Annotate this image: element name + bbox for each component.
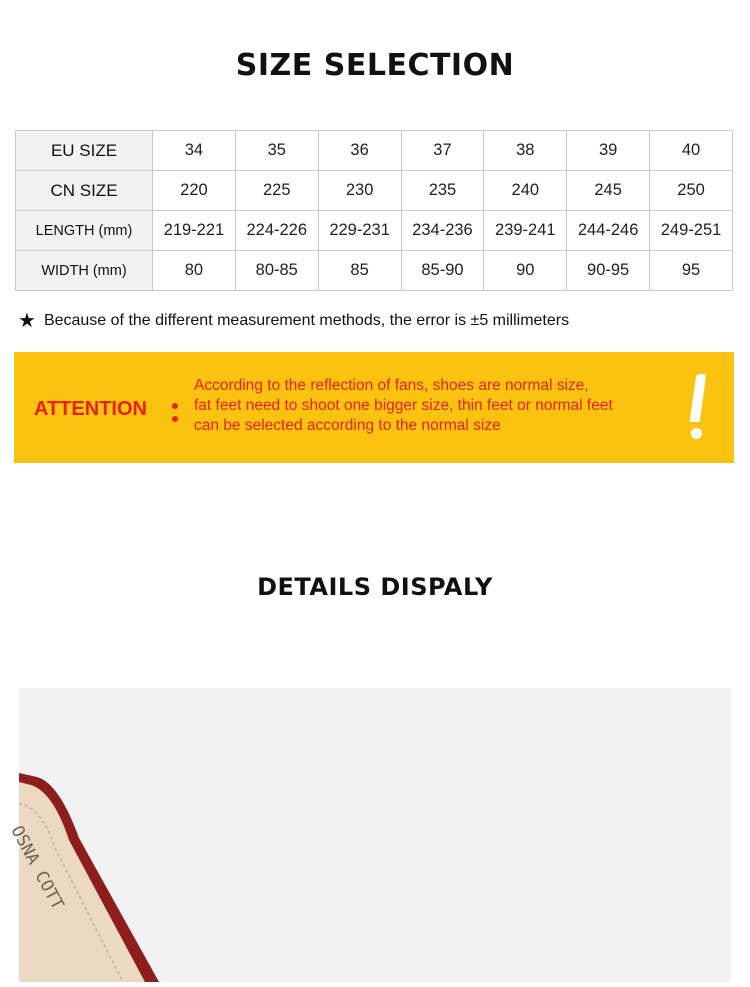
table-row [16,131,733,171]
row-header: LENGTH (mm) [16,211,153,251]
attention-line: can be selected according to the normal size [194,417,501,434]
details-title: DETAILS DISPALY [257,573,493,601]
table-cell: 85-90 [401,251,484,291]
size-table [15,130,733,291]
table-cell: 250 [650,171,733,211]
table-cell: 230 [318,171,401,211]
table-cell: 245 [567,171,650,211]
table-cell: 38 [484,131,567,171]
table-cell: 229-231 [318,211,401,251]
table-cell: 244-246 [567,211,650,251]
table-cell: 90 [484,251,567,291]
star-icon: ★ [18,310,36,332]
table-cell: 95 [650,251,733,291]
table-cell: 80-85 [235,251,318,291]
measurement-note [18,312,569,330]
table-cell: 234-236 [401,211,484,251]
attention-banner [14,352,734,463]
table-cell: 249-251 [650,211,733,251]
exclamation-icon [690,374,706,440]
colon-icon [172,399,178,423]
table-cell: 37 [401,131,484,171]
table-row [16,171,733,211]
attention-message [194,376,704,436]
table-row [16,211,733,251]
attention-line: According to the reflection of fans, shoes are normal size, [194,377,589,394]
table-cell: 40 [650,131,733,171]
table-cell: 39 [567,131,650,171]
table-cell: 225 [235,171,318,211]
table-cell: 85 [318,251,401,291]
shoe-insole-image [6,688,731,982]
shoe-detail-photo [6,688,731,982]
table-cell: 220 [153,171,236,211]
table-cell: 224-226 [235,211,318,251]
size-selection-title: SIZE SELECTION [235,48,515,83]
note-text: Because of the different measurement methods, the error is ±5 millimeters [43,312,570,329]
table-cell: 35 [235,131,318,171]
insole-brand-text: OSNA COTT [6,822,68,914]
row-header: EU SIZE [16,131,153,171]
table-cell: 239-241 [484,211,567,251]
row-header: CN SIZE [16,171,153,211]
table-cell: 36 [318,131,401,171]
table-cell: 80 [153,251,236,291]
attention-line: fat feet need to shoot one bigger size, thin feet or normal feet [194,397,613,414]
table-cell: 235 [401,171,484,211]
table-cell: 240 [484,171,567,211]
table-cell: 90-95 [567,251,650,291]
row-header: WIDTH (mm) [16,251,153,291]
table-cell: 34 [153,131,236,171]
attention-label: ATTENTION [34,398,147,420]
table-cell: 219-221 [153,211,236,251]
table-row [16,251,733,291]
